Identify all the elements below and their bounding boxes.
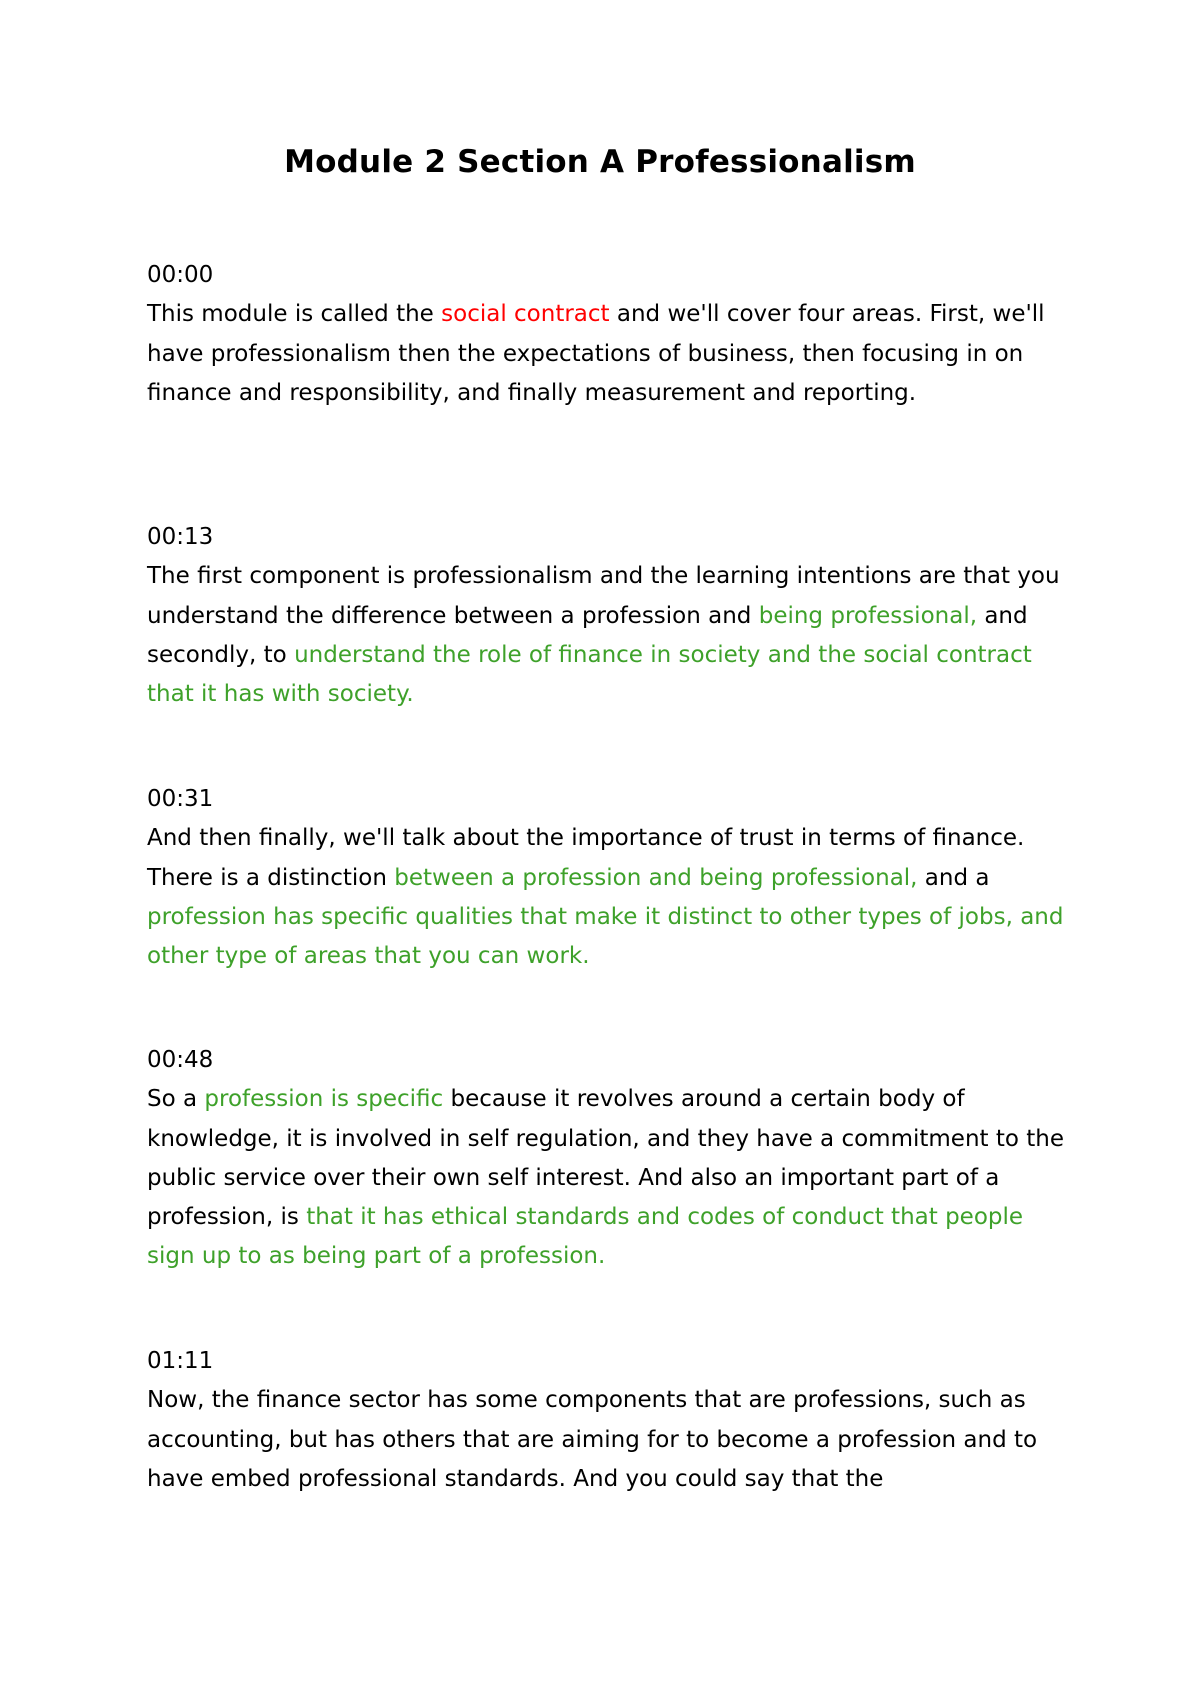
segment-text xyxy=(147,295,1077,413)
highlight-green: profession is specific xyxy=(204,1086,444,1113)
timestamp: 00:00 xyxy=(147,262,214,288)
timestamp: 00:48 xyxy=(147,1047,214,1073)
segment-text xyxy=(147,819,1077,976)
segment-text xyxy=(147,1080,1077,1276)
text-run: This module is called the xyxy=(147,301,442,328)
text-run: Now, the finance sector has some components that are professions, such as accounting, but has others that are aiming for to become a profession and to have embed professional standards. And you could say that the xyxy=(147,1387,1038,1492)
transcript-segment xyxy=(147,1041,1077,1277)
segment-text xyxy=(147,557,1077,714)
segment-text xyxy=(147,1381,1077,1499)
highlight-green: being professional, xyxy=(758,602,978,629)
text-run: and a xyxy=(917,864,990,891)
timestamp: 01:11 xyxy=(147,1348,214,1374)
transcript-segment xyxy=(147,256,1077,413)
highlight-green: understand the role of finance in society and the social contract that it has with society. xyxy=(147,641,1032,708)
timestamp: 00:31 xyxy=(147,786,214,812)
document-title: Module 2 Section A Professionalism xyxy=(284,144,916,180)
text-run: and secondly, to xyxy=(147,602,1028,668)
text-run: And then finally, we'll talk about the importance of trust in terms of finance. There is a distinction xyxy=(147,825,1025,891)
transcript-segment xyxy=(147,518,1077,714)
text-run: and we'll cover four areas. First, we'll have professionalism then the expectations of business, then focusing in on finance and responsibility, and finally measurement and reporting. xyxy=(147,301,1045,406)
highlight-green: between a profession and being professional, xyxy=(394,864,918,891)
highlight-green: profession has specific qualities that make it distinct to other types of jobs, and other type of areas that you can work. xyxy=(147,903,1064,970)
highlight-red: social contract xyxy=(441,301,610,328)
transcript-segment xyxy=(147,780,1077,976)
text-run: So a xyxy=(147,1086,205,1113)
highlight-green: that it has ethical standards and codes of conduct that people sign up to as being part of a profession. xyxy=(147,1204,1024,1270)
timestamp: 00:13 xyxy=(147,524,214,550)
transcript-segment xyxy=(147,1342,1077,1499)
text-run: because it revolves around a certain body of knowledge, it is involved in self regulation, and they have a commitment to the public service over their own self interest. And also an important part of a profession, is xyxy=(147,1086,1065,1231)
text-run: The first component is professionalism and the learning intentions are that you understand the difference between a profession and xyxy=(147,563,1060,629)
